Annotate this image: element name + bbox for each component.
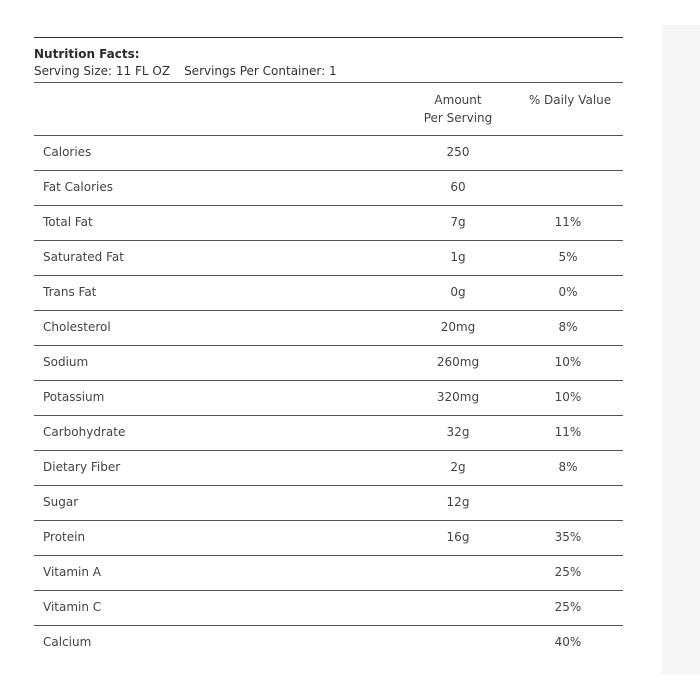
column-header-amount xyxy=(422,91,494,127)
nutrient-name: Dietary Fiber xyxy=(43,460,121,474)
nutrient-amount: 12g xyxy=(446,495,470,509)
nutrient-daily-value: 40% xyxy=(554,635,582,649)
nutrient-name: Calories xyxy=(43,145,92,159)
servings-per-container: Servings Per Container: 1 xyxy=(184,64,337,78)
nutrient-amount: 32g xyxy=(446,425,470,439)
nutrient-name: Calcium xyxy=(43,635,92,649)
nutrient-amount: 320mg xyxy=(436,390,480,404)
column-header-amount-line2: Per Serving xyxy=(423,111,493,125)
table-row xyxy=(34,520,623,555)
nutrient-amount: 20mg xyxy=(440,320,476,334)
nutrient-daily-value: 25% xyxy=(554,600,582,614)
nutrient-amount: 260mg xyxy=(436,355,480,369)
table-header xyxy=(34,83,623,135)
table-row xyxy=(34,135,623,170)
table-row xyxy=(34,415,623,450)
nutrient-name: Potassium xyxy=(43,390,105,404)
nutrient-name: Cholesterol xyxy=(43,320,111,334)
table-row xyxy=(34,380,623,415)
nutrient-daily-value: 0% xyxy=(558,285,578,299)
table-row xyxy=(34,590,623,625)
table-row xyxy=(34,345,623,380)
table-row xyxy=(34,310,623,345)
nutrient-amount: 16g xyxy=(446,530,470,544)
nutrient-daily-value: 5% xyxy=(558,250,578,264)
table-row xyxy=(34,485,623,520)
nutrient-amount: 60 xyxy=(450,180,466,194)
table-row xyxy=(34,205,623,240)
nutrient-name: Carbohydrate xyxy=(43,425,126,439)
table-row xyxy=(34,450,623,485)
nutrient-name: Sugar xyxy=(43,495,79,509)
nutrient-name: Saturated Fat xyxy=(43,250,124,264)
table-row xyxy=(34,275,623,310)
nutrition-facts-panel xyxy=(34,37,623,660)
serving-info xyxy=(34,62,623,80)
table-row xyxy=(34,170,623,205)
nutrient-amount: 250 xyxy=(446,145,470,159)
nutrient-daily-value: 25% xyxy=(554,565,582,579)
nutrient-name: Sodium xyxy=(43,355,89,369)
nutrient-name: Fat Calories xyxy=(43,180,113,194)
nutrient-daily-value: 11% xyxy=(554,215,582,229)
nutrition-table-body xyxy=(34,135,623,660)
nutrient-amount: 2g xyxy=(450,460,466,474)
nutrition-header xyxy=(34,38,623,82)
column-header-daily-value: % Daily Value xyxy=(528,93,612,107)
nutrient-name: Trans Fat xyxy=(43,285,97,299)
nutrient-daily-value: 35% xyxy=(554,530,582,544)
nutrient-amount: 0g xyxy=(450,285,466,299)
nutrient-daily-value: 8% xyxy=(558,320,578,334)
column-header-amount-line1: Amount xyxy=(434,93,482,107)
nutrient-daily-value: 11% xyxy=(554,425,582,439)
nutrient-name: Vitamin A xyxy=(43,565,101,579)
nutrient-amount: 1g xyxy=(450,250,466,264)
serving-size: Serving Size: 11 FL OZ xyxy=(34,64,171,78)
nutrient-daily-value: 10% xyxy=(554,390,582,404)
nutrient-name: Vitamin C xyxy=(43,600,102,614)
table-row xyxy=(34,625,623,660)
nutrient-daily-value: 8% xyxy=(558,460,578,474)
nutrition-title: Nutrition Facts: xyxy=(34,47,140,61)
table-row xyxy=(34,555,623,590)
table-row xyxy=(34,240,623,275)
nutrient-amount: 7g xyxy=(450,215,466,229)
side-gutter xyxy=(662,25,700,675)
nutrient-name: Protein xyxy=(43,530,86,544)
nutrient-name: Total Fat xyxy=(43,215,93,229)
nutrient-daily-value: 10% xyxy=(554,355,582,369)
